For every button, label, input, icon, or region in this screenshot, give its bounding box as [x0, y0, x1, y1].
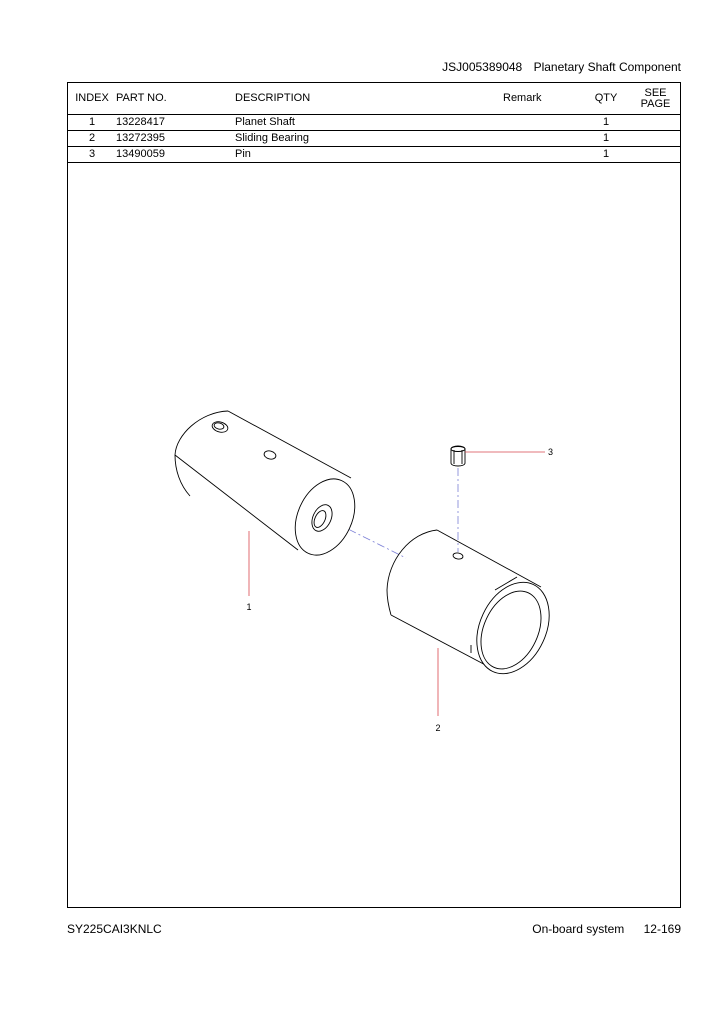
planet-shaft-drawing [175, 411, 366, 565]
cell-part-no: 13490059 [116, 147, 235, 163]
document-title: Planetary Shaft Component [533, 60, 681, 74]
column-header-description: DESCRIPTION [235, 83, 503, 115]
column-header-qty: QTY [581, 83, 631, 115]
cell-index: 1 [68, 115, 116, 131]
column-header-remark: Remark [503, 83, 581, 115]
column-header-index: INDEX [68, 83, 116, 115]
cell-part-no: 13272395 [116, 131, 235, 147]
see-label: SEE [644, 86, 667, 99]
page-label: PAGE [640, 97, 671, 110]
cell-qty: 1 [581, 131, 631, 147]
callout-1: 1 [246, 602, 252, 612]
pin-drawing [451, 446, 465, 466]
cell-qty: 1 [581, 147, 631, 163]
footer-model: SY225CAI3KNLC [67, 922, 162, 936]
document-code: JSJ005389048 [442, 60, 523, 74]
callout-3: 3 [548, 447, 554, 457]
column-header-part-no: PART NO. [116, 83, 235, 115]
cell-index: 2 [68, 131, 116, 147]
callout-2: 2 [435, 723, 441, 733]
cell-description: Planet Shaft [235, 115, 503, 131]
cell-description: Sliding Bearing [235, 131, 503, 147]
sliding-bearing-drawing [387, 530, 563, 685]
footer-section: On-board system [532, 922, 625, 936]
page-number: 12-169 [643, 922, 681, 936]
cell-index: 3 [68, 147, 116, 163]
cell-description: Pin [235, 147, 503, 163]
cell-part-no: 13228417 [116, 115, 235, 131]
footer-info [532, 922, 681, 936]
cell-qty: 1 [581, 115, 631, 131]
